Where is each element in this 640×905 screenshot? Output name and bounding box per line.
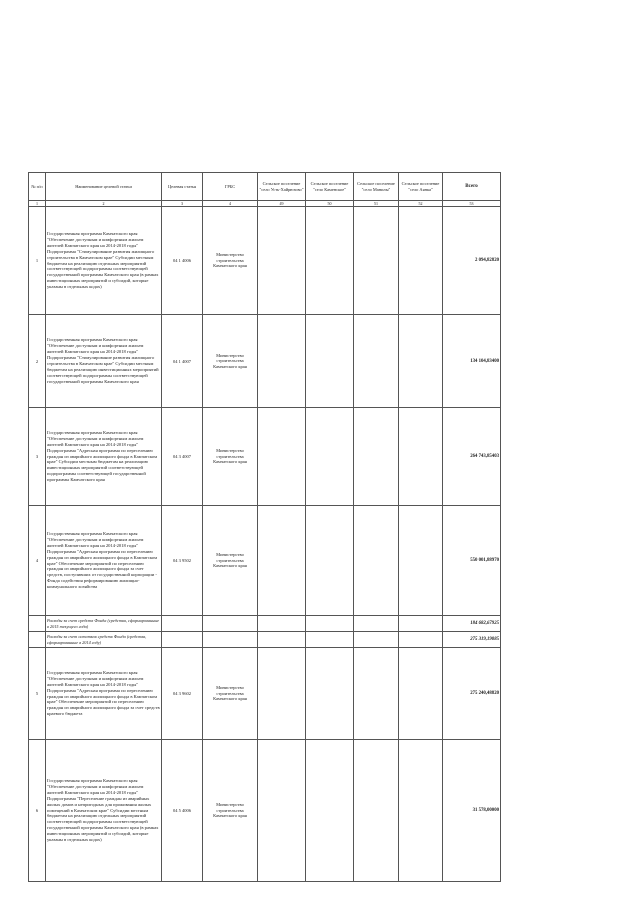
row-code: 04 5 4006 bbox=[162, 740, 203, 882]
empty-cell bbox=[399, 207, 443, 315]
empty-cell bbox=[306, 632, 354, 648]
row-num: 3 bbox=[29, 408, 46, 506]
empty-cell bbox=[399, 315, 443, 408]
table-subrow bbox=[29, 632, 501, 648]
row-name: Государственная программа Камчатского края "Обеспечение доступным и комфортным жильем жителей Камчатского края на 2014-2018 годы" Подпрограмма "Стимулирование развития жилищного строительства в Камчатском крае" Субсидии местным бюджетам на реализацию отдельных мероприятий соответствующей подпрограммы соответствующей государственной программы Камчатского края (в рамках инвестиционных мероприятий и субсидий, которые указаны в отдельных кодах) bbox=[46, 207, 162, 315]
row-code: 04 3 4007 bbox=[162, 408, 203, 506]
subrow-name: Расходы за счет остатков средств Фонда (средства, сформированные в 2014 году) bbox=[46, 632, 162, 648]
row-grbs: Министерство строительства Камчатского края bbox=[203, 315, 258, 408]
row-grbs: Министерство строительства Камчатского края bbox=[203, 648, 258, 740]
row-num: 4 bbox=[29, 506, 46, 616]
row-code: 04 1 4007 bbox=[162, 315, 203, 408]
row-total: 275 240,48820 bbox=[443, 648, 501, 740]
row-grbs: Министерство строительства Камчатского края bbox=[203, 740, 258, 882]
row-name: Государственная программа Камчатского края "Обеспечение доступным и комфортным жильем жителей Камчатского края на 2014-2018 годы" Подпрограмма "Стимулирование развития жилищного строительства в Камчатском крае" Субсидии местным бюджетам на реализацию инвестиционных мероприятий соответствующей подпрограммы соответствующей государственной программы Камчатского края bbox=[46, 315, 162, 408]
subrow-total: 275 319,19085 bbox=[443, 632, 501, 648]
colnum: 52 bbox=[399, 201, 443, 207]
budget-table bbox=[28, 172, 501, 882]
table-row bbox=[29, 207, 501, 315]
empty-cell bbox=[258, 648, 306, 740]
row-name: Государственная программа Камчатского края "Обеспечение доступным и комфортным жильем жителей Камчатского края на 2014-2018 годы" Подпрограмма "Адресная программа по переселению граждан из аварийного жилищного фонда в Камчатском крае" Субсидии местным бюджетам на реализацию инвестиционных мероприятий соответствующей подпрограммы соответствующей государственной программы Камчатского края bbox=[46, 408, 162, 506]
empty-cell bbox=[258, 506, 306, 616]
empty-cell bbox=[258, 616, 306, 632]
empty-cell bbox=[354, 740, 399, 882]
header-num: № п/п bbox=[29, 173, 46, 201]
empty-cell bbox=[306, 408, 354, 506]
row-total: 2 094,82820 bbox=[443, 207, 501, 315]
row-grbs: Министерство строительства Камчатского края bbox=[203, 207, 258, 315]
table-row bbox=[29, 506, 501, 616]
table-row bbox=[29, 740, 501, 882]
header-col-d: Сельское поселение "село Аянка" bbox=[399, 173, 443, 201]
subrow-total: 184 682,67925 bbox=[443, 616, 501, 632]
row-total: 264 743,85403 bbox=[443, 408, 501, 506]
colnum: 2 bbox=[46, 201, 162, 207]
header-name: Наименование целевой статьи bbox=[46, 173, 162, 201]
table-row bbox=[29, 315, 501, 408]
header-grbs: ГРБС bbox=[203, 173, 258, 201]
subrow-name: Расходы за счет средств Фонда (средства, сформированные в 2015 текущего года) bbox=[46, 616, 162, 632]
row-total: 31 578,00000 bbox=[443, 740, 501, 882]
row-grbs: Министерство строительства Камчатского края bbox=[203, 408, 258, 506]
empty-cell bbox=[354, 315, 399, 408]
colnum: 1 bbox=[29, 201, 46, 207]
empty-cell bbox=[306, 740, 354, 882]
empty-cell bbox=[399, 632, 443, 648]
colnum: 3 bbox=[162, 201, 203, 207]
table-row bbox=[29, 648, 501, 740]
colnum: 49 bbox=[258, 201, 306, 207]
row-name: Государственная программа Камчатского края "Обеспечение доступным и комфортным жильем жителей Камчатского края на 2014-2018 годы" Подпрограмма "Адресная программа по переселению граждан из аварийного жилищного фонда в Камчатском крае" Обеспечение мероприятий по переселению граждан из аварийного жилищного фонда за счет средств краевого бюджета bbox=[46, 648, 162, 740]
empty-cell bbox=[162, 616, 203, 632]
row-code: 04 3 9602 bbox=[162, 648, 203, 740]
empty-cell bbox=[399, 740, 443, 882]
empty-cell bbox=[306, 315, 354, 408]
row-num: 6 bbox=[29, 740, 46, 882]
empty-cell bbox=[203, 632, 258, 648]
row-name: Государственная программа Камчатского края "Обеспечение доступным и комфортным жильем жителей Камчатского края на 2014-2018 годы" Подпрограмма "Переселение граждан из аварийных жилых домов и непригодных для проживания жилых помещений в Камчатском крае" Субсидии местным бюджетам на реализацию отдельных мероприятий соответствующей подпрограммы соответствующей государственной программы Камчатского края (в рамках инвестиционных мероприятий и субсидий, которые указаны в отдельных кодах) bbox=[46, 740, 162, 882]
header-col-c: Сельское поселение "село Манилы" bbox=[354, 173, 399, 201]
empty-cell bbox=[203, 616, 258, 632]
row-code: 04 3 9502 bbox=[162, 506, 203, 616]
empty-cell bbox=[306, 207, 354, 315]
empty-cell bbox=[399, 506, 443, 616]
row-num: 2 bbox=[29, 315, 46, 408]
empty-cell bbox=[258, 315, 306, 408]
colnum: 50 bbox=[306, 201, 354, 207]
row-code: 04 1 4006 bbox=[162, 207, 203, 315]
empty-cell bbox=[354, 648, 399, 740]
empty-cell bbox=[354, 408, 399, 506]
empty-cell bbox=[258, 408, 306, 506]
empty-cell bbox=[306, 506, 354, 616]
table-row bbox=[29, 408, 501, 506]
colnum: 53 bbox=[443, 201, 501, 207]
colnum: 51 bbox=[354, 201, 399, 207]
table-subrow bbox=[29, 616, 501, 632]
empty-cell bbox=[399, 648, 443, 740]
row-num: 1 bbox=[29, 207, 46, 315]
empty-cell bbox=[399, 616, 443, 632]
header-total: Всего bbox=[443, 173, 501, 201]
colnum: 4 bbox=[203, 201, 258, 207]
empty-cell bbox=[29, 632, 46, 648]
table-header-row bbox=[29, 173, 501, 201]
row-total: 134 104,83400 bbox=[443, 315, 501, 408]
header-code: Целевая статья bbox=[162, 173, 203, 201]
empty-cell bbox=[354, 506, 399, 616]
empty-cell bbox=[354, 207, 399, 315]
empty-cell bbox=[354, 616, 399, 632]
empty-cell bbox=[258, 740, 306, 882]
row-total: 550 001,88970 bbox=[443, 506, 501, 616]
row-name: Государственная программа Камчатского края "Обеспечение доступным и комфортным жильем жителей Камчатского края на 2014-2018 годы" Подпрограмма "Адресная программа по переселению граждан из аварийного жилищного фонда в Камчатском крае" Обеспечение мероприятий по переселению граждан из аварийного жилищного фонда за счет средств, поступивших от государственной корпорации - Фонда содействия реформированию жилищно-коммунального хозяйства bbox=[46, 506, 162, 616]
empty-cell bbox=[258, 632, 306, 648]
row-num: 5 bbox=[29, 648, 46, 740]
empty-cell bbox=[306, 616, 354, 632]
empty-cell bbox=[258, 207, 306, 315]
empty-cell bbox=[29, 616, 46, 632]
row-grbs: Министерство строительства Камчатского края bbox=[203, 506, 258, 616]
header-col-a: Сельское поселение "село Усть-Хайрюзово" bbox=[258, 173, 306, 201]
empty-cell bbox=[399, 408, 443, 506]
header-col-b: Сельское поселение "село Каменское" bbox=[306, 173, 354, 201]
empty-cell bbox=[306, 648, 354, 740]
empty-cell bbox=[354, 632, 399, 648]
empty-cell bbox=[162, 632, 203, 648]
